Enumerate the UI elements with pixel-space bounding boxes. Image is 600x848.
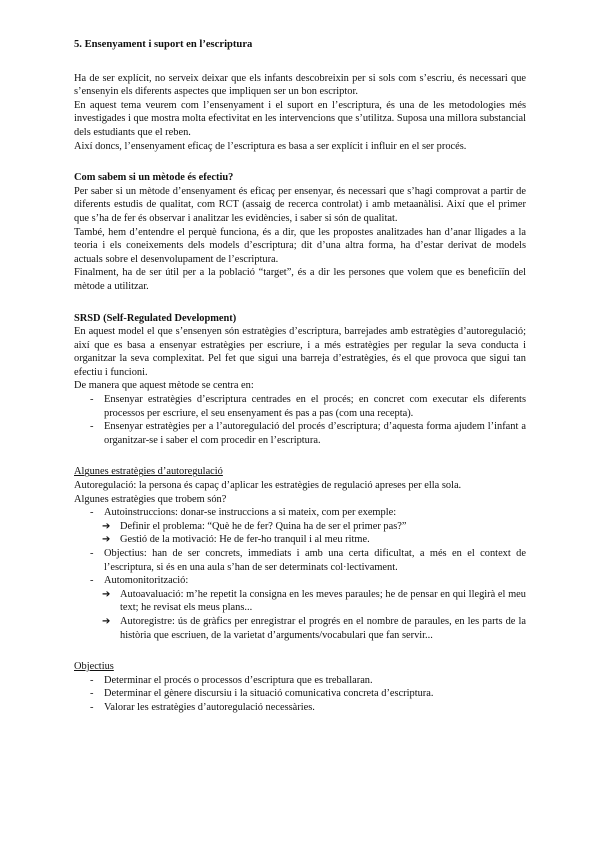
method-paragraph-1: Per saber si un mètode d’ensenyament és eficaç per ensenyar, és necessari que s’hagi comprovat a partir de diferents estudis de qualitat, com RCT (assaig de recerca controlat) i amb metaanàlisi. Així que el primer que s’ha de fer és observar i analitzar les evidències, i saber si són de qualitat. — [74, 185, 526, 224]
autoreg-definition: Autoregulació: la persona és capaç d’aplicar les estratègies de regulació apreses per ella sola. — [74, 480, 462, 492]
method-paragraph-2: També, hem d’entendre el perquè funciona, és a dir, que les propostes analitzades han d’anar lligades a la teoria i els coneixements dels models d’escriptura; dit d’una altra forma, ha d’estar derivat de models actuals sobre el desenvolupament de l’escriptura. — [74, 226, 526, 265]
method-heading: Com sabem si un mètode és efectiu? — [74, 172, 234, 184]
automonitoritzacio-sublist — [74, 588, 526, 642]
autoinstruccions-sublist — [74, 520, 526, 547]
srsd-heading: SRSD (Self-Regulated Development) — [74, 312, 237, 324]
arrow-icon: ➔ — [102, 520, 111, 532]
srsd-list-item-2: - Ensenyar estratègies per a l’autoregulació del procés d’escriptura; d’aquesta forma ajudem l’infant a organitzar-se i saber el com procedir en l’escriptura. — [74, 420, 526, 447]
automonitoritzacio-item: - Automonitorització: — [74, 574, 526, 588]
arrow-icon: ➔ — [102, 588, 111, 600]
autoreg-list — [74, 506, 526, 520]
arrow-icon: ➔ — [102, 534, 111, 546]
autoinstruccions-sub-2: ➔ Gestió de la motivació: He de fer-ho tranquil i al meu ritme. — [102, 534, 370, 546]
autoinstruccions-sub-1: ➔ Definir el problema: “Què he de fer? Quina ha de ser el primer pas?” — [102, 520, 407, 532]
objectius-item-3: - Valorar les estratègies d’autoregulació necessàries. — [74, 701, 526, 715]
objectius-item-1: - Determinar el procés o processos d’escriptura que es treballaran. — [74, 674, 526, 688]
objectius-heading: Objectius — [74, 661, 114, 673]
automonitoritzacio-sub-1: ➔ Autoavaluació: m’he repetit la consigna en les meves paraules; he de pensar en qui llegirà el meu text; he revisat els meus plans... — [102, 588, 526, 614]
autoinstruccions-item — [74, 506, 526, 520]
autoreg-list-cont — [74, 547, 526, 588]
objectius-list — [74, 674, 526, 715]
method-paragraph-3: Finalment, ha de ser útil per a la població “target”, és a dir les persones que volem que es beneficiïn del mètode a utilitzar. — [74, 267, 526, 292]
autoinstruccions-text: Autoinstruccions: donar-se instruccions a si mateix, com per exemple: — [104, 507, 397, 519]
arrow-icon: ➔ — [102, 615, 111, 627]
automonitoritzacio-sub-2: ➔ Autoregistre: ús de gràfics per enregistrar el progrés en el nombre de paraules, en les parts de la història que escriuen, de la varietat d’arguments/vocabulari que fan servir... — [102, 615, 526, 641]
srsd-list-item-1: - Ensenyar estratègies d’escriptura centrades en el procés; en concret com executar els diferents processos per escriure, el seu ensenyament és pas a pas (com una recepta). — [74, 393, 526, 420]
autoreg-question: Algunes estratègies que trobem són? — [74, 493, 227, 505]
autoreg-heading: Algunes estratègies d’autoregulació — [74, 466, 223, 478]
intro-paragraph-3: Així doncs, l’ensenyament eficaç de l’escriptura es basa a ser explícit i influir en el ser procés. — [74, 140, 467, 152]
srsd-paragraph: En aquest model el que s’ensenyen són estratègies d’escriptura, barrejades amb estratègies d’autoregulació; així que es basa a ensenyar estratègies per escriure, i a més estratègies per regular la seva conducta i organitzar la seva complexitat. Pel fet que sigui una barreja d’estratègies, és el que provoca que sigui tan efectiu i funcioni. — [74, 326, 526, 378]
objectius-strategy-item: - Objectius: han de ser concrets, immediats i amb una certa dificultat, a més en el context de l’escriptura, si és en una aula s’han de ser determinats col·lectivament. — [74, 547, 526, 574]
objectius-item-2: - Determinar el gènere discursiu i la situació comunicativa concreta d’escriptura. — [74, 687, 526, 701]
srsd-list — [74, 393, 526, 447]
section-title: 5. Ensenyament i suport en l’escriptura — [74, 39, 253, 50]
intro-paragraph-2: En aquest tema veurem com l’ensenyament i el suport en l’escriptura, és una de les metodologies més investigades i que mostra molta efectivitat en les intervencions que s’utilitza. Suposa una millora substancial dels estudiants que el reben. — [74, 99, 526, 138]
intro-paragraph-1: Ha de ser explícit, no serveix deixar que els infants descobreixin per si sols com s’escriu, és necessari que s’ensenyin els diferents aspectes que impliquen ser un bon escriptor. — [74, 72, 526, 98]
srsd-list-intro: De manera que aquest mètode se centra en: — [74, 380, 254, 392]
